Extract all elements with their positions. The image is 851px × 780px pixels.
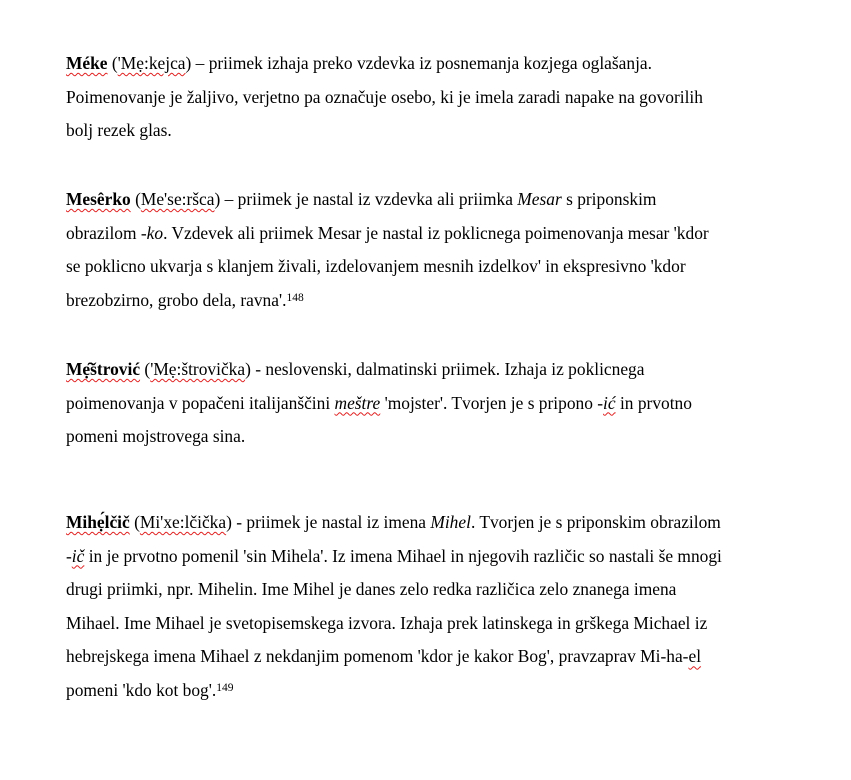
text-line	[66, 183, 801, 217]
entry-meserko	[66, 183, 801, 317]
text: poimenovanja v popačeni italijanščini	[66, 392, 335, 413]
text: pomeni mojstrovega sina.	[66, 426, 246, 447]
entry-mestrovic	[66, 353, 801, 454]
italic-term: Mesar	[517, 189, 562, 209]
text-line	[66, 114, 801, 148]
pronunciation: 'Mẹ:kejca	[117, 53, 186, 73]
text: . Tvorjen je s priponskim obrazilom	[470, 512, 721, 532]
headword: Mesêrko	[66, 189, 131, 209]
text-line	[66, 47, 801, 81]
text: in prvotno	[615, 392, 692, 413]
text-line	[66, 217, 801, 251]
text: s priponskim	[561, 189, 657, 209]
text: Poimenovanje je žaljivo, verjetno pa označuje osebo, ki je imela zaradi napake na govorilih	[66, 86, 703, 107]
text: (	[129, 512, 140, 532]
text-line	[66, 674, 801, 708]
text: hebrejskega imena Mihael z nekdanjim pomenom 'kdor je kakor Bog', pravzaprav Mi-ha-	[66, 646, 689, 667]
entry-mihelcic	[66, 506, 801, 708]
footnote-ref: 149	[216, 681, 234, 694]
text-line	[66, 573, 801, 607]
pronunciation: Me'se:ršca	[140, 189, 215, 209]
text: ) - neslovenski, dalmatinski priimek. Izhaja iz poklicnega	[245, 359, 645, 379]
text-line	[66, 387, 801, 421]
headword: Mihẹ́lčič	[66, 512, 130, 532]
text-line	[66, 640, 801, 674]
text: ) - priimek je nastal iz imena	[226, 512, 431, 532]
italic-term: meštre	[334, 392, 381, 413]
headword: Méke	[66, 53, 108, 73]
text-line	[66, 506, 801, 540]
italic-term: Mihel	[430, 512, 471, 532]
text: brezobzirno, grobo dela, ravna'.	[66, 289, 287, 310]
text: obrazilom	[66, 222, 141, 243]
headword: Mẹ̑štrović	[66, 359, 141, 379]
text: . Vzdevek ali priimek Mesar je nastal iz poklicnega poimenovanja mesar 'kdor	[163, 222, 709, 243]
text: in je prvotno pomenil 'sin Mihela'. Iz imena Mihael in njegovih različic so nastali še mnogi	[84, 545, 722, 566]
text: (	[130, 189, 141, 209]
text-line	[66, 353, 801, 387]
text: 'mojster'. Tvorjen je s pripono -	[380, 392, 604, 413]
text-line	[66, 420, 801, 454]
text-line	[66, 284, 801, 318]
italic-term: ič	[71, 545, 85, 566]
text: pomeni 'kdo kot bog'.	[66, 679, 217, 700]
text: bolj rezek glas.	[66, 120, 172, 141]
text: (	[140, 359, 151, 379]
flagged-word: el	[688, 646, 702, 667]
text: Mihael. Ime Mihael je svetopisemskega izvora. Izhaja prek latinskega in grškega Michael iz	[66, 612, 708, 633]
text: ) – priimek izhaja preko vzdevka iz posnemanja kozjega oglašanja.	[185, 53, 652, 73]
italic-term: -ko	[140, 222, 164, 243]
text-line	[66, 540, 801, 574]
pronunciation: 'Mẹ:štrovička	[150, 359, 246, 379]
text: -	[66, 545, 72, 566]
text-line	[66, 250, 801, 284]
entry-meke	[66, 47, 801, 148]
pronunciation: Mi'xe:lčička	[139, 512, 227, 532]
text-line	[66, 81, 801, 115]
text: (	[107, 53, 118, 73]
text: drugi priimki, npr. Mihelin. Ime Mihel je danes zelo redka različica zelo znanega imena	[66, 579, 677, 600]
italic-term: ić	[603, 392, 616, 413]
text-line	[66, 607, 801, 641]
text: ) – priimek je nastal iz vzdevka ali priimka	[214, 189, 518, 209]
text: se poklicno ukvarja s klanjem živali, izdelovanjem mesnih izdelkov' in ekspresivno 'kdor	[66, 256, 686, 277]
footnote-ref: 148	[286, 291, 304, 304]
